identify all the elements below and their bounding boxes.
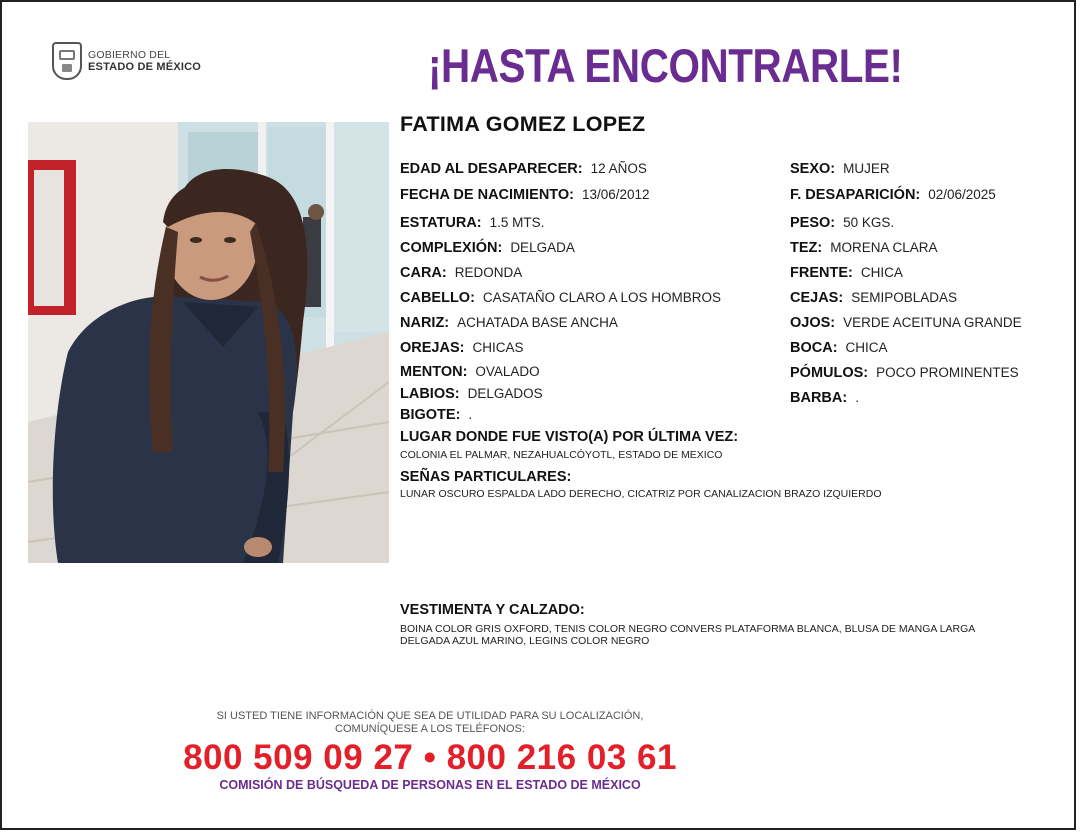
field-height: ESTATURA: 1.5 MTS. <box>400 215 545 231</box>
field-cheekbones: PÓMULOS: POCO PROMINENTES <box>790 365 1019 381</box>
logo-line-1: GOBIERNO DEL <box>88 49 171 61</box>
clothing-title: VESTIMENTA Y CALZADO: <box>400 602 585 618</box>
marks-title: SEÑAS PARTICULARES: <box>400 469 572 485</box>
logo-line-2: ESTADO DE MÉXICO <box>88 61 202 73</box>
headline: ¡HASTA ENCONTRARLE! <box>428 39 903 92</box>
field-age: EDAD AL DESAPARECER: 12 AÑOS <box>400 161 647 177</box>
field-birth-date: FECHA DE NACIMIENTO: 13/06/2012 <box>400 187 650 203</box>
state-seal-icon <box>52 42 82 80</box>
last-seen-title: LUGAR DONDE FUE VISTO(A) POR ÚLTIMA VEZ: <box>400 429 739 445</box>
contact-info-line-2: COMUNÍQUESE A LOS TELÉFONOS: <box>335 723 525 735</box>
field-weight: PESO: 50 KGS. <box>790 215 895 231</box>
contact-info-line-1: SI USTED TIENE INFORMACIÓN QUE SEA DE UTILIDAD PARA SU LOCALIZACIÓN, <box>216 710 644 722</box>
field-mouth: BOCA: CHICA <box>790 340 888 356</box>
contact-phones: 800 509 09 27 • 800 216 03 61 <box>183 738 677 777</box>
government-logo <box>52 42 201 80</box>
person-name: FATIMA GOMEZ LOPEZ <box>400 112 646 136</box>
clothing-line-2: DELGADA AZUL MARINO, LEGINS COLOR NEGRO <box>400 635 650 647</box>
field-sex: SEXO: MUJER <box>790 161 890 177</box>
missing-person-photo <box>28 122 389 563</box>
field-chin: MENTON: OVALADO <box>400 364 540 380</box>
field-build: COMPLEXIÓN: DELGADA <box>400 240 575 256</box>
field-hair: CABELLO: CASATAÑO CLARO A LOS HOMBROS <box>400 290 721 306</box>
field-nose: NARIZ: ACHATADA BASE ANCHA <box>400 315 618 331</box>
last-seen-text: COLONIA EL PALMAR, NEZAHUALCÓYOTL, ESTADO DE MEXICO <box>400 449 723 461</box>
field-forehead: FRENTE: CHICA <box>790 265 903 281</box>
field-disappearance-date: F. DESAPARICIÓN: 02/06/2025 <box>790 187 996 203</box>
logo-text <box>88 49 201 73</box>
field-mustache: BIGOTE: . <box>400 407 473 423</box>
commission-name: COMISIÓN DE BÚSQUEDA DE PERSONAS EN EL ESTADO DE MÉXICO <box>219 778 641 792</box>
field-complexion: TEZ: MORENA CLARA <box>790 240 938 256</box>
clothing-line-1: BOINA COLOR GRIS OXFORD, TENIS COLOR NEGRO CONVERS PLATAFORMA BLANCA, BLUSA DE MANGA LARGA <box>400 623 976 635</box>
field-lips: LABIOS: DELGADOS <box>400 386 543 402</box>
field-face: CARA: REDONDA <box>400 265 523 281</box>
field-ears: OREJAS: CHICAS <box>400 340 524 356</box>
field-eyebrows: CEJAS: SEMIPOBLADAS <box>790 290 957 306</box>
contact-info <box>0 710 968 736</box>
field-beard: BARBA: . <box>790 390 859 406</box>
field-eyes: OJOS: VERDE ACEITUNA GRANDE <box>790 315 1022 331</box>
marks-text: LUNAR OSCURO ESPALDA LADO DERECHO, CICATRIZ POR CANALIZACION BRAZO IZQUIERDO <box>400 488 882 500</box>
